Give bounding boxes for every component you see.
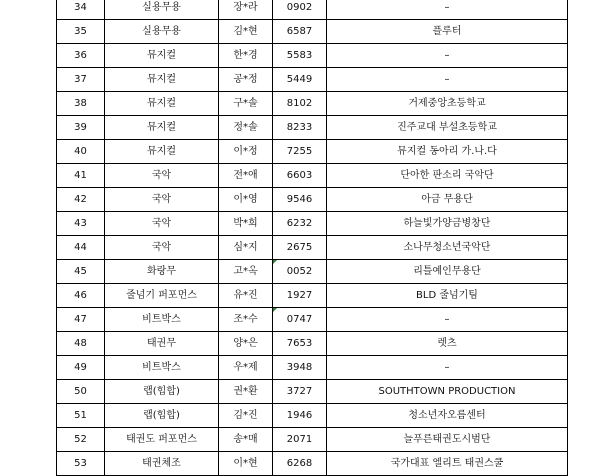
code-cell[interactable]: 8233 (273, 116, 327, 140)
code-cell[interactable]: 5583 (273, 44, 327, 68)
row-number-cell[interactable]: 35 (57, 20, 105, 44)
name-cell[interactable]: 이*영 (219, 188, 273, 212)
row-number-cell[interactable]: 51 (57, 404, 105, 428)
team-cell[interactable]: 소나무청소년국악단 (327, 236, 568, 260)
genre-cell[interactable]: 랩(힙합) (105, 404, 219, 428)
name-cell[interactable]: 김*진 (219, 404, 273, 428)
name-cell[interactable]: 정*솔 (219, 116, 273, 140)
table-row (57, 0, 568, 20)
code-cell[interactable]: 0902 (273, 0, 327, 20)
team-cell[interactable]: – (327, 44, 568, 68)
table-row (57, 116, 568, 140)
name-cell[interactable]: 송*매 (219, 428, 273, 452)
genre-cell[interactable]: 뮤지컬 (105, 44, 219, 68)
name-cell[interactable]: 한*경 (219, 44, 273, 68)
row-number-cell[interactable]: 42 (57, 188, 105, 212)
genre-cell[interactable]: 국악 (105, 188, 219, 212)
genre-cell[interactable]: 태권체조 (105, 452, 219, 476)
genre-cell[interactable]: 뮤지컬 (105, 140, 219, 164)
name-cell[interactable]: 심*지 (219, 236, 273, 260)
row-number-cell[interactable]: 39 (57, 116, 105, 140)
row-number-cell[interactable]: 40 (57, 140, 105, 164)
genre-cell[interactable]: 비트박스 (105, 356, 219, 380)
code-cell[interactable]: 9546 (273, 188, 327, 212)
genre-cell[interactable]: 뮤지컬 (105, 68, 219, 92)
name-cell[interactable]: 이*현 (219, 452, 273, 476)
team-cell[interactable]: SOUTHTOWN PRODUCTION (327, 380, 568, 404)
team-cell[interactable]: 단아한 판소리 국악단 (327, 164, 568, 188)
genre-cell[interactable]: 국악 (105, 212, 219, 236)
row-number-cell[interactable]: 50 (57, 380, 105, 404)
row-number-cell[interactable]: 52 (57, 428, 105, 452)
code-cell[interactable]: 7255 (273, 140, 327, 164)
row-number-cell[interactable]: 38 (57, 92, 105, 116)
table-row (57, 332, 568, 356)
code-cell[interactable]: 7653 (273, 332, 327, 356)
table-row (57, 44, 568, 68)
name-cell[interactable]: 구*솔 (219, 92, 273, 116)
row-number-cell[interactable]: 47 (57, 308, 105, 332)
code-cell[interactable]: 1946 (273, 404, 327, 428)
team-cell[interactable]: 렛츠 (327, 332, 568, 356)
name-cell[interactable]: 김*현 (219, 20, 273, 44)
team-cell[interactable]: 국가대표 엘리트 태권스쿨 (327, 452, 568, 476)
genre-cell[interactable]: 태권도 퍼포먼스 (105, 428, 219, 452)
genre-cell[interactable]: 뮤지컬 (105, 116, 219, 140)
table-row (57, 284, 568, 308)
table-row (57, 404, 568, 428)
code-cell[interactable]: 1927 (273, 284, 327, 308)
row-number-cell[interactable]: 48 (57, 332, 105, 356)
name-cell[interactable]: 장*라 (219, 0, 273, 20)
genre-cell[interactable]: 뮤지컬 (105, 92, 219, 116)
name-cell[interactable]: 박*희 (219, 212, 273, 236)
table-row (57, 428, 568, 452)
team-cell[interactable]: 플루터 (327, 20, 568, 44)
code-cell[interactable]: 2675 (273, 236, 327, 260)
table-row (57, 236, 568, 260)
genre-cell[interactable]: 화랑무 (105, 260, 219, 284)
code-cell[interactable]: 6232 (273, 212, 327, 236)
code-cell[interactable]: 6268 (273, 452, 327, 476)
code-cell[interactable]: 3948 (273, 356, 327, 380)
name-cell[interactable]: 조*수 (219, 308, 273, 332)
team-cell[interactable]: – (327, 68, 568, 92)
name-cell[interactable]: 전*애 (219, 164, 273, 188)
row-number-cell[interactable]: 41 (57, 164, 105, 188)
table-row (57, 356, 568, 380)
table-row (57, 140, 568, 164)
table-row (57, 452, 568, 476)
table-row (57, 308, 568, 332)
row-number-cell[interactable]: 49 (57, 356, 105, 380)
table-row (57, 20, 568, 44)
participant-table (56, 0, 568, 476)
team-cell[interactable]: – (327, 0, 568, 20)
row-number-cell[interactable]: 53 (57, 452, 105, 476)
name-cell[interactable]: 공*정 (219, 68, 273, 92)
team-cell[interactable]: 늘푸른태권도시범단 (327, 428, 568, 452)
team-cell[interactable]: – (327, 308, 568, 332)
team-cell[interactable]: 뮤지컬 동아리 가.나.다 (327, 140, 568, 164)
team-cell[interactable]: BLD 줄넘기팀 (327, 284, 568, 308)
team-cell[interactable]: 하늘빛가양금병창단 (327, 212, 568, 236)
code-cell[interactable]: 0747 (273, 308, 327, 332)
table-row (57, 68, 568, 92)
row-number-cell[interactable]: 34 (57, 0, 105, 20)
code-cell[interactable]: 6603 (273, 164, 327, 188)
genre-cell[interactable]: 국악 (105, 164, 219, 188)
genre-cell[interactable]: 국악 (105, 236, 219, 260)
table-row (57, 188, 568, 212)
row-number-cell[interactable]: 43 (57, 212, 105, 236)
code-cell[interactable]: 5449 (273, 68, 327, 92)
row-number-cell[interactable]: 37 (57, 68, 105, 92)
genre-cell[interactable]: 비트박스 (105, 308, 219, 332)
code-cell[interactable]: 8102 (273, 92, 327, 116)
table-row (57, 212, 568, 236)
name-cell[interactable]: 권*환 (219, 380, 273, 404)
genre-cell[interactable]: 랩(힙합) (105, 380, 219, 404)
team-cell[interactable]: 리틀예인무용단 (327, 260, 568, 284)
team-cell[interactable]: 거제중앙초등학교 (327, 92, 568, 116)
table-body (57, 0, 568, 476)
name-cell[interactable]: 유*진 (219, 284, 273, 308)
row-number-cell[interactable]: 44 (57, 236, 105, 260)
team-cell[interactable]: 진주교대 부설초등학교 (327, 116, 568, 140)
code-cell[interactable]: 3727 (273, 380, 327, 404)
table-row (57, 380, 568, 404)
row-number-cell[interactable]: 46 (57, 284, 105, 308)
name-cell[interactable]: 이*정 (219, 140, 273, 164)
genre-cell[interactable]: 줄넘기 퍼포먼스 (105, 284, 219, 308)
code-cell[interactable]: 6587 (273, 20, 327, 44)
genre-cell[interactable]: 실용무용 (105, 0, 219, 20)
team-cell[interactable]: 청소년자오름센터 (327, 404, 568, 428)
code-cell[interactable]: 2071 (273, 428, 327, 452)
genre-cell[interactable]: 태권무 (105, 332, 219, 356)
name-cell[interactable]: 고*옥 (219, 260, 273, 284)
team-cell[interactable]: – (327, 356, 568, 380)
name-cell[interactable]: 양*은 (219, 332, 273, 356)
row-number-cell[interactable]: 36 (57, 44, 105, 68)
code-cell[interactable]: 0052 (273, 260, 327, 284)
team-cell[interactable]: 아금 무용단 (327, 188, 568, 212)
table-row (57, 92, 568, 116)
genre-cell[interactable]: 실용무용 (105, 20, 219, 44)
row-number-cell[interactable]: 45 (57, 260, 105, 284)
table-row (57, 260, 568, 284)
name-cell[interactable]: 우*제 (219, 356, 273, 380)
table-row (57, 164, 568, 188)
